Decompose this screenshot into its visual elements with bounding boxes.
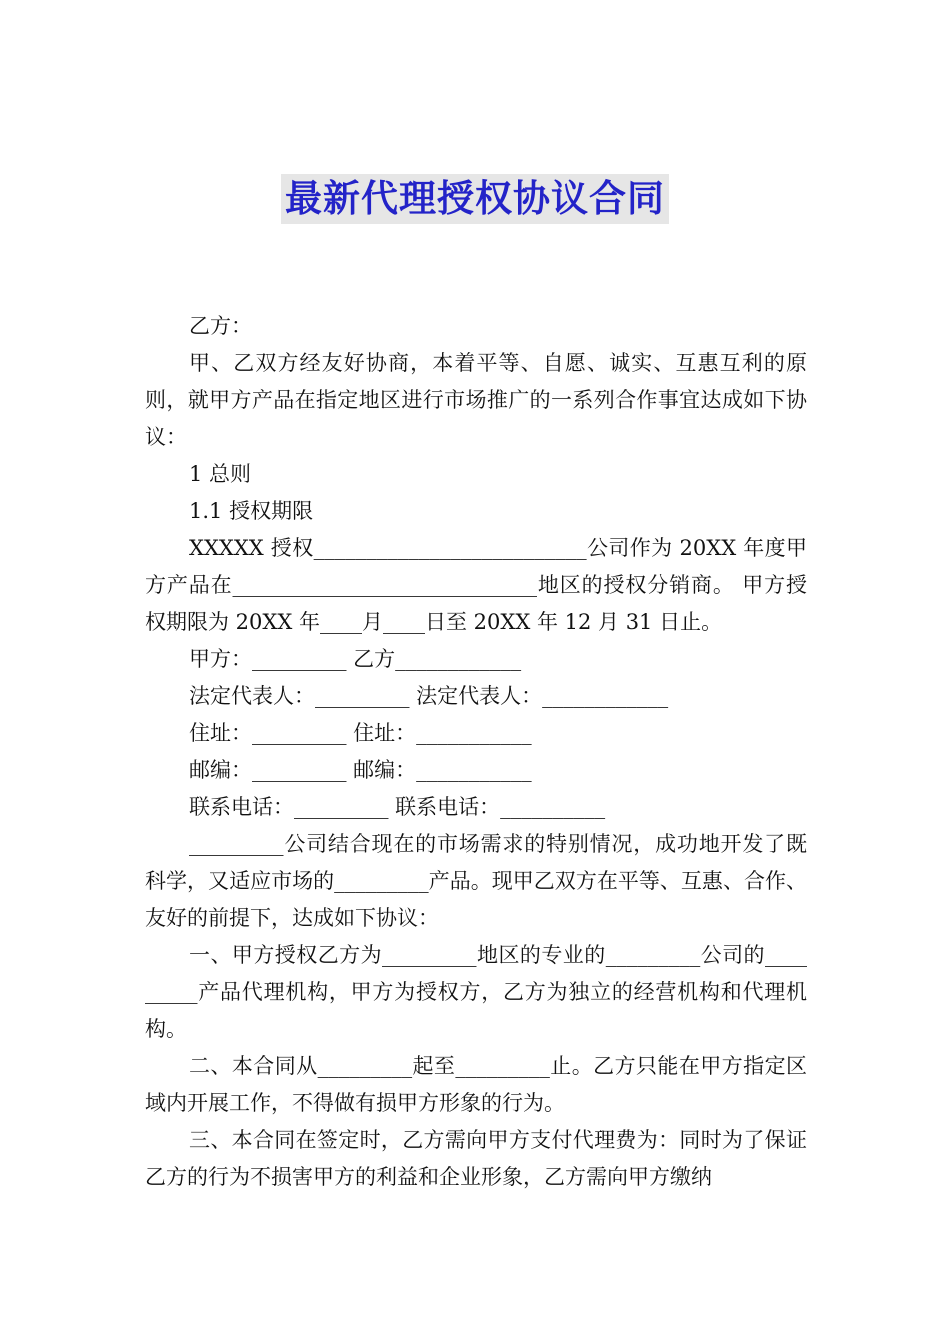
- section-heading-term: 1.1 授权期限: [189, 499, 314, 523]
- clause-three: 三、本合同在签定时，乙方需向甲方支付代理费为：同时为了保证乙方的行为不损害甲方的利益和企业形象，乙方需向甲方缴纳: [145, 1128, 807, 1189]
- title-container: [0, 174, 950, 224]
- document-title: 最新代理授权协议合同: [281, 174, 669, 224]
- paragraph-preamble: 甲、乙双方经友好协商，本着平等、自愿、诚实、互惠互利的原则，就甲方产品在指定地区进行市场推广的一系列合作事宜达成如下协议：: [145, 351, 807, 449]
- clause-two: 二、本合同从_________起至_________止。乙方只能在甲方指定区域内开展工作，不得做有损甲方形象的行为。: [145, 1054, 807, 1115]
- field-legal-representative: 法定代表人：_________ 法定代表人：____________: [189, 684, 669, 708]
- field-party-names: 甲方：_________ 乙方____________: [189, 647, 522, 671]
- paragraph-background: _________公司结合现在的市场需求的特别情况，成功地开发了既科学，又适应市场的_________产品。现甲乙双方在平等、互惠、合作、友好的前提下，达成如下协议：: [145, 832, 807, 930]
- paragraph-party-b: 乙方：: [189, 314, 252, 338]
- paragraph-authorization: XXXXX 授权__________________________公司作为 20XX 年度甲方产品在_____________________________地区的授权分销商。 甲方授权期限为 20XX 年____月____日至 20XX 年 12 月 31 日止。: [145, 536, 807, 634]
- field-phone: 联系电话：_________ 联系电话：__________: [189, 795, 606, 819]
- field-address: 住址：_________ 住址：___________: [189, 721, 532, 745]
- document-body: [145, 308, 807, 1196]
- clause-one: 一、甲方授权乙方为_________地区的专业的_________公司的_________产品代理机构，甲方为授权方，乙方为独立的经营机构和代理机构。: [145, 943, 807, 1041]
- section-heading-general: 1 总则: [189, 462, 252, 486]
- field-postcode: 邮编：_________ 邮编：___________: [189, 758, 532, 782]
